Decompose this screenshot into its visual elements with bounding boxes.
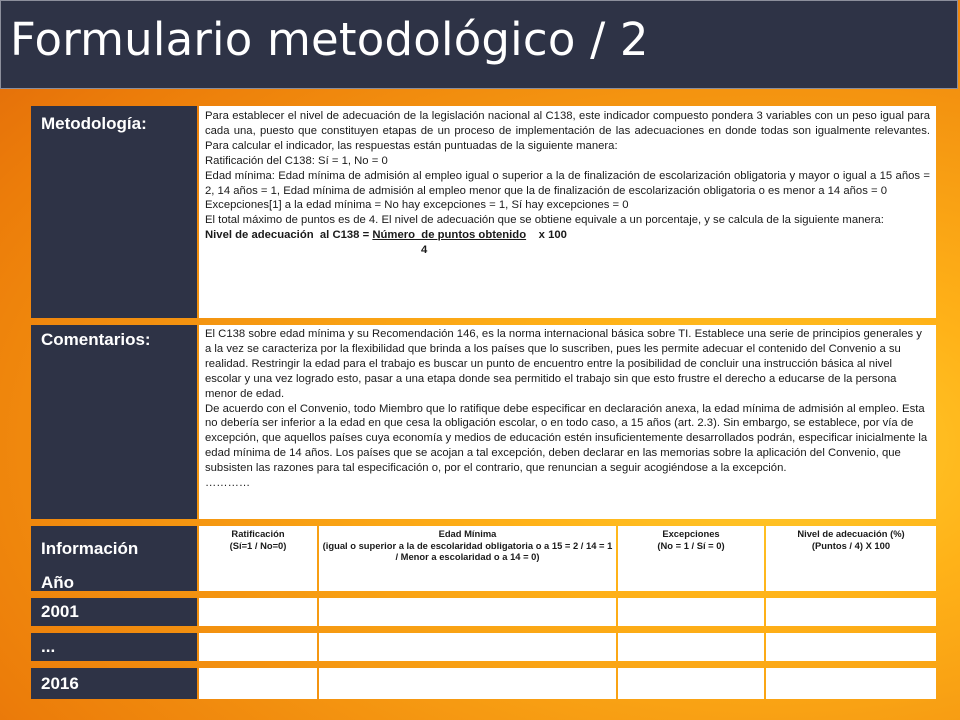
- metodologia-excepciones: Excepciones[1] a la edad mínima = No hay excepciones = 1, Sí hay excepciones = 0: [205, 199, 629, 212]
- metodologia-total: El total máximo de puntos es de 4. El nivel de adecuación que se obtiene equivale a un porcentaje, y se calcula de la siguiente manera:: [205, 214, 884, 227]
- table-cell: [199, 633, 317, 661]
- label-comentarios: Comentarios:: [31, 325, 197, 519]
- metodologia-edad-minima: Edad mínima: Edad mínima de admisión al empleo igual o superior a la de finalización de escolarización obligatoria y mayor o igual a 15 años = 2, 14 años = 1, Edad mínima de admisión al empleo menor que la de finalización de escolarización obligatoria o es menor a 14 años = 0: [205, 169, 930, 197]
- header-nivel-adecuacion: Nivel de adecuación (%) (Puntos / 4) X 100: [766, 526, 936, 591]
- slide-title: Formulario metodológico / 2: [10, 13, 649, 66]
- formula-lhs: Nivel de adecuación al C138 =: [205, 229, 373, 242]
- table-cell: [766, 633, 936, 661]
- table-cell: [618, 668, 764, 699]
- table-row-year: 2016: [31, 668, 197, 699]
- header-excepciones: Excepciones (No = 1 / Sí = 0): [618, 526, 764, 591]
- label-informacion: Información: [41, 539, 139, 558]
- formula-rhs: x 100: [526, 229, 567, 242]
- formula-denominator: 4: [421, 244, 428, 257]
- title-bar: [0, 0, 958, 89]
- comentarios-text: [199, 325, 936, 519]
- table-cell: [199, 598, 317, 626]
- header-ratificacion: Ratificación (Sí=1 / No=0): [199, 526, 317, 591]
- formula: [205, 228, 930, 243]
- table-cell: [319, 633, 616, 661]
- label-ano: Año: [41, 573, 75, 592]
- metodologia-ratificacion: Ratificación del C138: Sí = 1, No = 0: [205, 154, 388, 167]
- metodologia-text: [199, 106, 936, 318]
- comentarios-paragraph-2: De acuerdo con el Convenio, todo Miembro que lo ratifique debe especificar en declaración anexa, la edad mínima de admisión al empleo. Esta no debería ser inferior a la edad en que cesa la obligación escolar, o en todo caso, a 15 años (art. 2.3). Sin embargo, se establece, por vía de excepción, que aquellos países cuya economía y medios de educación estén insuficientemente desarrollados podrán, especificar inicialmente la edad mínima de 14 años. Los países que se acojan a tal excepción, deben declarar en las memorias sobre la aplicación del Convenio, que subsisten las razones para tal especificación o, por el contrario, que renuncian a seguir acogiéndose a la excepción.: [205, 402, 928, 475]
- label-metodologia: Metodología:: [31, 106, 197, 318]
- table-cell: [319, 668, 616, 699]
- table-cell: [618, 633, 764, 661]
- table-row-year: ...: [31, 633, 197, 661]
- formula-numerator: Número de puntos obtenido: [372, 229, 527, 242]
- comentarios-ellipsis: …………: [205, 477, 251, 490]
- table-cell: [319, 598, 616, 626]
- table-cell: [618, 598, 764, 626]
- header-edad-minima: Edad Mínima (igual o superior a la de escolaridad obligatoria o a 15 = 2 / 14 = 1 / Menor a escolaridad o a 14 = 0): [319, 526, 616, 591]
- label-informacion-ano: [31, 526, 197, 591]
- metodologia-paragraph: Para establecer el nivel de adecuación de la legislación nacional al C138, este indicador compuesto pondera 3 variables con un peso igual para cada una, puesto que constituyen etapas de un proceso de implementación de las adecuaciones en donde todas son igualmente relevantes. Para calcular el indicador, las respuestas están puntuadas de la siguiente manera:: [205, 110, 930, 152]
- table-cell: [766, 598, 936, 626]
- comentarios-paragraph-1: El C138 sobre edad mínima y su Recomendación 146, es la norma internacional básica sobre TI. Establece una serie de principios generales y a la vez se caracteriza por la flexibilidad que brinda a los países que lo suscriben, pues les permite adecuar el contenido del Convenio a su realidad. Restringir la edad para el trabajo es buscar un punto de encuentro entre la posibilidad de concluir una instrucción básica al nivel escolar y una vez logrado esto, pasar a una etapa donde sea permitido el trabajo sin que esto frustre el derecho a educarse de la persona menor de edad.: [205, 328, 922, 400]
- table-cell: [199, 668, 317, 699]
- table-cell: [766, 668, 936, 699]
- table-row-year: 2001: [31, 598, 197, 626]
